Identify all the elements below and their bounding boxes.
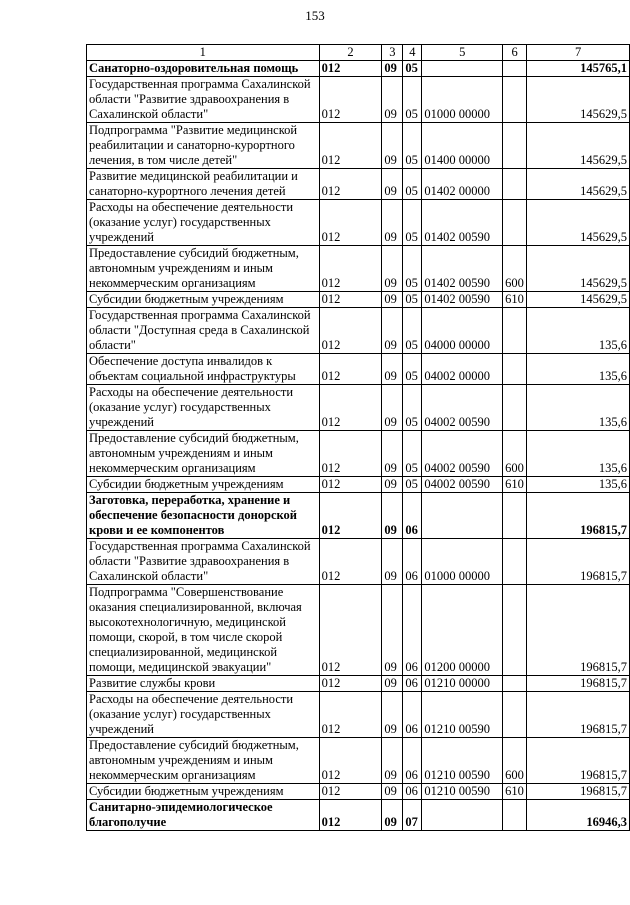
- row-target-article-cell: [422, 800, 503, 831]
- row-section-code-cell: 09: [382, 385, 403, 431]
- row-ministry-code-cell: 012: [319, 431, 382, 477]
- row-name-cell: Государственная программа Сахалинской области "Развитие здравоохранения в Сахалинской области": [87, 539, 320, 585]
- table-row: [87, 585, 630, 676]
- row-expense-type-cell: [503, 61, 527, 77]
- header-cell: 7: [527, 45, 630, 61]
- row-amount-cell: 135,6: [527, 308, 630, 354]
- row-target-article-cell: 01402 00590: [422, 292, 503, 308]
- row-target-article-cell: 04002 00590: [422, 385, 503, 431]
- row-expense-type-cell: 600: [503, 431, 527, 477]
- row-expense-type-cell: [503, 493, 527, 539]
- row-amount-cell: 145629,5: [527, 292, 630, 308]
- table-row: [87, 354, 630, 385]
- row-target-article-cell: 04000 00000: [422, 308, 503, 354]
- row-section-code-cell: 09: [382, 354, 403, 385]
- row-target-article-cell: 01210 00000: [422, 676, 503, 692]
- row-expense-type-cell: [503, 800, 527, 831]
- row-ministry-code-cell: 012: [319, 477, 382, 493]
- row-expense-type-cell: [503, 308, 527, 354]
- table-row: [87, 200, 630, 246]
- row-subsection-code-cell: 06: [403, 676, 422, 692]
- row-subsection-code-cell: 05: [403, 61, 422, 77]
- row-amount-cell: 196815,7: [527, 539, 630, 585]
- row-section-code-cell: 09: [382, 692, 403, 738]
- row-amount-cell: 196815,7: [527, 738, 630, 784]
- row-section-code-cell: 09: [382, 493, 403, 539]
- row-expense-type-cell: [503, 354, 527, 385]
- table-row: [87, 61, 630, 77]
- row-amount-cell: 196815,7: [527, 692, 630, 738]
- row-expense-type-cell: [503, 539, 527, 585]
- row-section-code-cell: 09: [382, 169, 403, 200]
- row-target-article-cell: [422, 493, 503, 539]
- row-section-code-cell: 09: [382, 123, 403, 169]
- row-amount-cell: 135,6: [527, 477, 630, 493]
- table-row: [87, 493, 630, 539]
- row-name-cell: Подпрограмма "Совершенствование оказания специализированной, включая высокотехнологичную, медицинской помощи, скорой, в том числе скорой специализированной, медицинской помощи, медицинской эвакуации": [87, 585, 320, 676]
- row-ministry-code-cell: 012: [319, 692, 382, 738]
- header-cell: 4: [403, 45, 422, 61]
- row-expense-type-cell: [503, 692, 527, 738]
- row-subsection-code-cell: 05: [403, 169, 422, 200]
- row-section-code-cell: 09: [382, 246, 403, 292]
- row-section-code-cell: 09: [382, 738, 403, 784]
- table-row: [87, 77, 630, 123]
- row-target-article-cell: 04002 00590: [422, 477, 503, 493]
- row-amount-cell: 16946,3: [527, 800, 630, 831]
- table-row: [87, 539, 630, 585]
- row-subsection-code-cell: 05: [403, 246, 422, 292]
- row-expense-type-cell: [503, 200, 527, 246]
- header-cell: 1: [87, 45, 320, 61]
- row-subsection-code-cell: 05: [403, 123, 422, 169]
- header-cell: 5: [422, 45, 503, 61]
- row-target-article-cell: 01402 00590: [422, 246, 503, 292]
- row-target-article-cell: 01210 00590: [422, 738, 503, 784]
- row-expense-type-cell: 600: [503, 738, 527, 784]
- row-expense-type-cell: [503, 585, 527, 676]
- row-name-cell: Санаторно-оздоровительная помощь: [87, 61, 320, 77]
- row-target-article-cell: 04002 00590: [422, 431, 503, 477]
- row-name-cell: Предоставление субсидий бюджетным, автономным учреждениям и иным некоммерческим организациям: [87, 738, 320, 784]
- row-name-cell: Субсидии бюджетным учреждениям: [87, 784, 320, 800]
- row-subsection-code-cell: 05: [403, 477, 422, 493]
- row-ministry-code-cell: 012: [319, 784, 382, 800]
- row-target-article-cell: 01000 00000: [422, 77, 503, 123]
- row-subsection-code-cell: 06: [403, 585, 422, 676]
- table-row: [87, 692, 630, 738]
- row-expense-type-cell: 610: [503, 477, 527, 493]
- row-expense-type-cell: [503, 123, 527, 169]
- row-ministry-code-cell: 012: [319, 493, 382, 539]
- row-name-cell: Государственная программа Сахалинской области "Развитие здравоохранения в Сахалинской области": [87, 77, 320, 123]
- row-target-article-cell: 04002 00000: [422, 354, 503, 385]
- row-subsection-code-cell: 05: [403, 292, 422, 308]
- row-expense-type-cell: 600: [503, 246, 527, 292]
- row-name-cell: Государственная программа Сахалинской области "Доступная среда в Сахалинской области": [87, 308, 320, 354]
- row-name-cell: Развитие службы крови: [87, 676, 320, 692]
- table-row: [87, 477, 630, 493]
- row-section-code-cell: 09: [382, 539, 403, 585]
- row-section-code-cell: 09: [382, 77, 403, 123]
- row-amount-cell: 135,6: [527, 385, 630, 431]
- row-target-article-cell: 01402 00590: [422, 200, 503, 246]
- header-cell: 6: [503, 45, 527, 61]
- row-amount-cell: 135,6: [527, 431, 630, 477]
- row-subsection-code-cell: 06: [403, 493, 422, 539]
- row-amount-cell: 196815,7: [527, 676, 630, 692]
- table-row: [87, 431, 630, 477]
- row-section-code-cell: 09: [382, 800, 403, 831]
- table-row: [87, 292, 630, 308]
- row-name-cell: Субсидии бюджетным учреждениям: [87, 477, 320, 493]
- table-row: [87, 308, 630, 354]
- row-ministry-code-cell: 012: [319, 61, 382, 77]
- row-ministry-code-cell: 012: [319, 77, 382, 123]
- row-ministry-code-cell: 012: [319, 800, 382, 831]
- table-row: [87, 676, 630, 692]
- row-name-cell: Предоставление субсидий бюджетным, автономным учреждениям и иным некоммерческим организациям: [87, 431, 320, 477]
- row-ministry-code-cell: 012: [319, 200, 382, 246]
- row-expense-type-cell: [503, 77, 527, 123]
- row-section-code-cell: 09: [382, 585, 403, 676]
- row-amount-cell: 135,6: [527, 354, 630, 385]
- row-name-cell: Развитие медицинской реабилитации и санаторно-курортного лечения детей: [87, 169, 320, 200]
- row-amount-cell: 196815,7: [527, 784, 630, 800]
- row-name-cell: Обеспечение доступа инвалидов к объектам социальной инфраструктуры: [87, 354, 320, 385]
- row-subsection-code-cell: 05: [403, 385, 422, 431]
- row-expense-type-cell: [503, 676, 527, 692]
- row-target-article-cell: 01200 00000: [422, 585, 503, 676]
- row-target-article-cell: 01400 00000: [422, 123, 503, 169]
- row-ministry-code-cell: 012: [319, 585, 382, 676]
- row-section-code-cell: 09: [382, 308, 403, 354]
- row-name-cell: Заготовка, переработка, хранение и обеспечение безопасности донорской крови и ее компонентов: [87, 493, 320, 539]
- header-cell: 3: [382, 45, 403, 61]
- row-ministry-code-cell: 012: [319, 169, 382, 200]
- row-subsection-code-cell: 07: [403, 800, 422, 831]
- table-row: [87, 738, 630, 784]
- row-target-article-cell: 01210 00590: [422, 784, 503, 800]
- row-ministry-code-cell: 012: [319, 539, 382, 585]
- row-name-cell: Подпрограмма "Развитие медицинской реабилитации и санаторно-курортного лечения, в том числе детей": [87, 123, 320, 169]
- row-name-cell: Расходы на обеспечение деятельности (оказание услуг) государственных учреждений: [87, 200, 320, 246]
- row-subsection-code-cell: 05: [403, 200, 422, 246]
- row-ministry-code-cell: 012: [319, 246, 382, 292]
- table-row: [87, 123, 630, 169]
- row-amount-cell: 196815,7: [527, 493, 630, 539]
- row-subsection-code-cell: 06: [403, 692, 422, 738]
- row-subsection-code-cell: 05: [403, 431, 422, 477]
- header-cell: 2: [319, 45, 382, 61]
- row-section-code-cell: 09: [382, 477, 403, 493]
- row-amount-cell: 145629,5: [527, 77, 630, 123]
- row-target-article-cell: 01210 00590: [422, 692, 503, 738]
- row-ministry-code-cell: 012: [319, 676, 382, 692]
- row-target-article-cell: 01000 00000: [422, 539, 503, 585]
- row-amount-cell: 145629,5: [527, 123, 630, 169]
- row-ministry-code-cell: 012: [319, 354, 382, 385]
- row-subsection-code-cell: 05: [403, 354, 422, 385]
- row-amount-cell: 145629,5: [527, 200, 630, 246]
- row-amount-cell: 145629,5: [527, 169, 630, 200]
- row-subsection-code-cell: 06: [403, 784, 422, 800]
- row-ministry-code-cell: 012: [319, 123, 382, 169]
- row-amount-cell: 145629,5: [527, 246, 630, 292]
- budget-table: [86, 44, 630, 831]
- row-name-cell: Предоставление субсидий бюджетным, автономным учреждениям и иным некоммерческим организациям: [87, 246, 320, 292]
- row-ministry-code-cell: 012: [319, 308, 382, 354]
- row-target-article-cell: 01402 00000: [422, 169, 503, 200]
- row-section-code-cell: 09: [382, 200, 403, 246]
- row-expense-type-cell: 610: [503, 784, 527, 800]
- row-subsection-code-cell: 05: [403, 308, 422, 354]
- row-section-code-cell: 09: [382, 676, 403, 692]
- page-number: 153: [305, 8, 325, 23]
- row-ministry-code-cell: 012: [319, 738, 382, 784]
- table-row: [87, 385, 630, 431]
- table-row: [87, 246, 630, 292]
- row-subsection-code-cell: 05: [403, 77, 422, 123]
- row-section-code-cell: 09: [382, 61, 403, 77]
- row-subsection-code-cell: 06: [403, 539, 422, 585]
- row-ministry-code-cell: 012: [319, 292, 382, 308]
- row-expense-type-cell: [503, 385, 527, 431]
- row-name-cell: Субсидии бюджетным учреждениям: [87, 292, 320, 308]
- row-expense-type-cell: [503, 169, 527, 200]
- row-ministry-code-cell: 012: [319, 385, 382, 431]
- row-name-cell: Расходы на обеспечение деятельности (оказание услуг) государственных учреждений: [87, 692, 320, 738]
- row-name-cell: Расходы на обеспечение деятельности (оказание услуг) государственных учреждений: [87, 385, 320, 431]
- row-subsection-code-cell: 06: [403, 738, 422, 784]
- row-amount-cell: 145765,1: [527, 61, 630, 77]
- table-row: [87, 784, 630, 800]
- table-row: [87, 169, 630, 200]
- row-expense-type-cell: 610: [503, 292, 527, 308]
- table-row: [87, 800, 630, 831]
- row-section-code-cell: 09: [382, 292, 403, 308]
- row-name-cell: Санитарно-эпидемиологическое благополучие: [87, 800, 320, 831]
- row-amount-cell: 196815,7: [527, 585, 630, 676]
- row-section-code-cell: 09: [382, 784, 403, 800]
- row-section-code-cell: 09: [382, 431, 403, 477]
- header-row: [87, 45, 630, 61]
- table-body: [87, 61, 630, 831]
- row-target-article-cell: [422, 61, 503, 77]
